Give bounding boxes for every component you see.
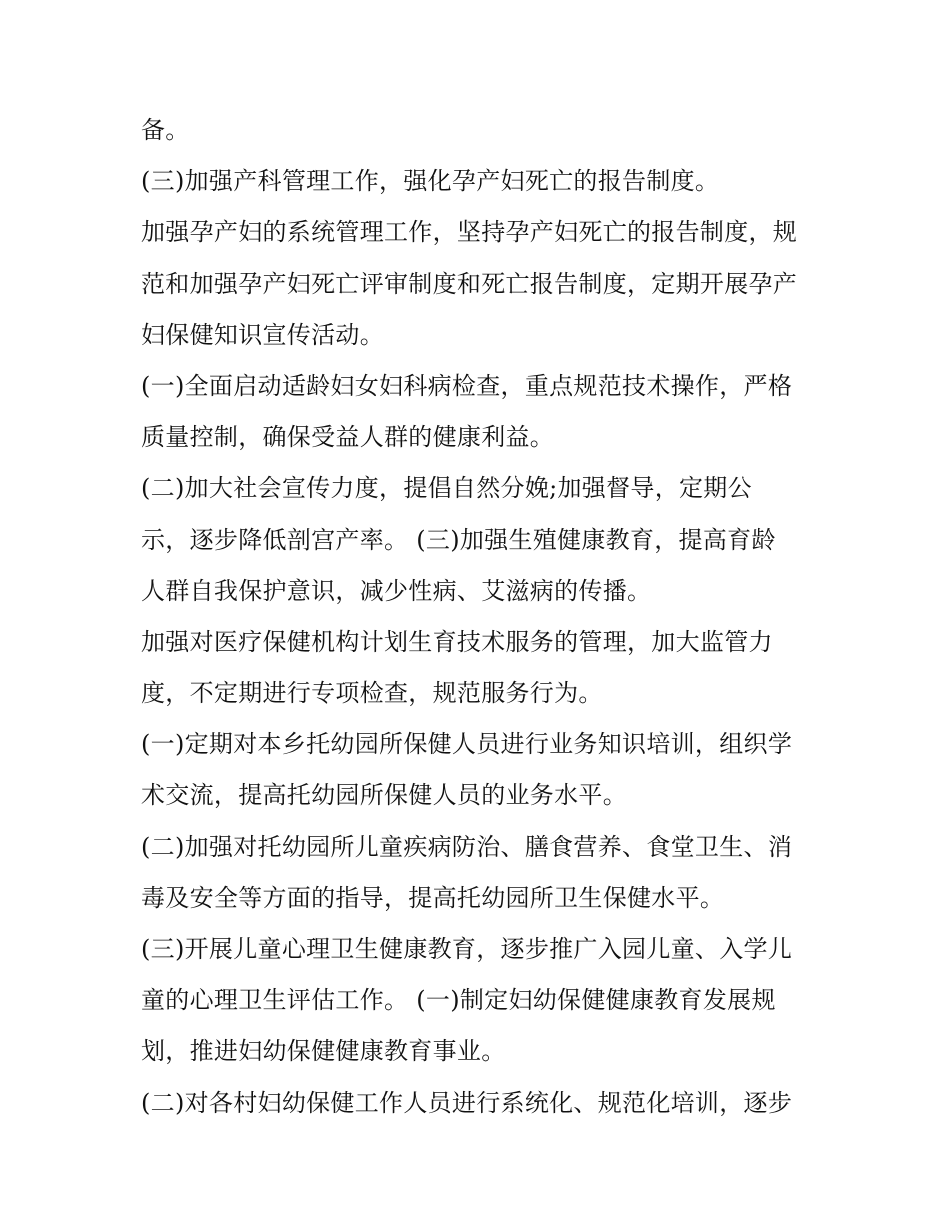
text-line: 示，逐步降低剖宫产率。 (三)加强生殖健康教育，提高育龄 [141,525,776,554]
text-line: 术交流，提高托幼园所保健人员的业务水平。 [141,781,627,810]
text-line: 毒及安全等方面的指导，提高托幼园所卫生保健水平。 [141,883,725,912]
text-line: (二)加大社会宣传力度，提倡自然分娩;加强督导，定期公 [141,474,752,503]
text-line: 度，不定期进行专项检查，规范服务行为。 [141,679,603,708]
text-line: 妇保健知识宣传活动。 [141,320,384,349]
text-line: 加强对医疗保健机构计划生育技术服务的管理，加大监管力 [141,627,773,656]
text-line: (二)加强对托幼园所儿童疾病防治、膳食营养、食堂卫生、消 [141,832,793,861]
text-line: (一)定期对本乡托幼园所保健人员进行业务知识培训，组织学 [141,730,793,759]
text-line: (三)加强产科管理工作，强化孕产妇死亡的报告制度。 [141,167,720,196]
text-line: 加强孕产妇的系统管理工作，坚持孕产妇死亡的报告制度，规 [141,218,798,247]
text-line: 范和加强孕产妇死亡评审制度和死亡报告制度，定期开展孕产 [141,269,798,298]
text-line: 划，推进妇幼保健健康教育事业。 [141,1037,506,1066]
text-line: (三)开展儿童心理卫生健康教育，逐步推广入园儿童、入学儿 [141,935,793,963]
text-line: 质量控制，确保受益人群的健康利益。 [141,423,555,452]
text-line: 备。 [141,116,190,144]
document-body [141,105,821,1129]
text-line: 童的心理卫生评估工作。 (一)制定妇幼保健健康教育发展规 [141,986,776,1015]
text-line: 人群自我保护意识，减少性病、艾滋病的传播。 [141,576,652,605]
text-line: (二)对各村妇幼保健工作人员进行系统化、规范化培训，逐步 [141,1088,793,1117]
text-line: (一)全面启动适龄妇女妇科病检查，重点规范技术操作，严格 [141,371,793,400]
